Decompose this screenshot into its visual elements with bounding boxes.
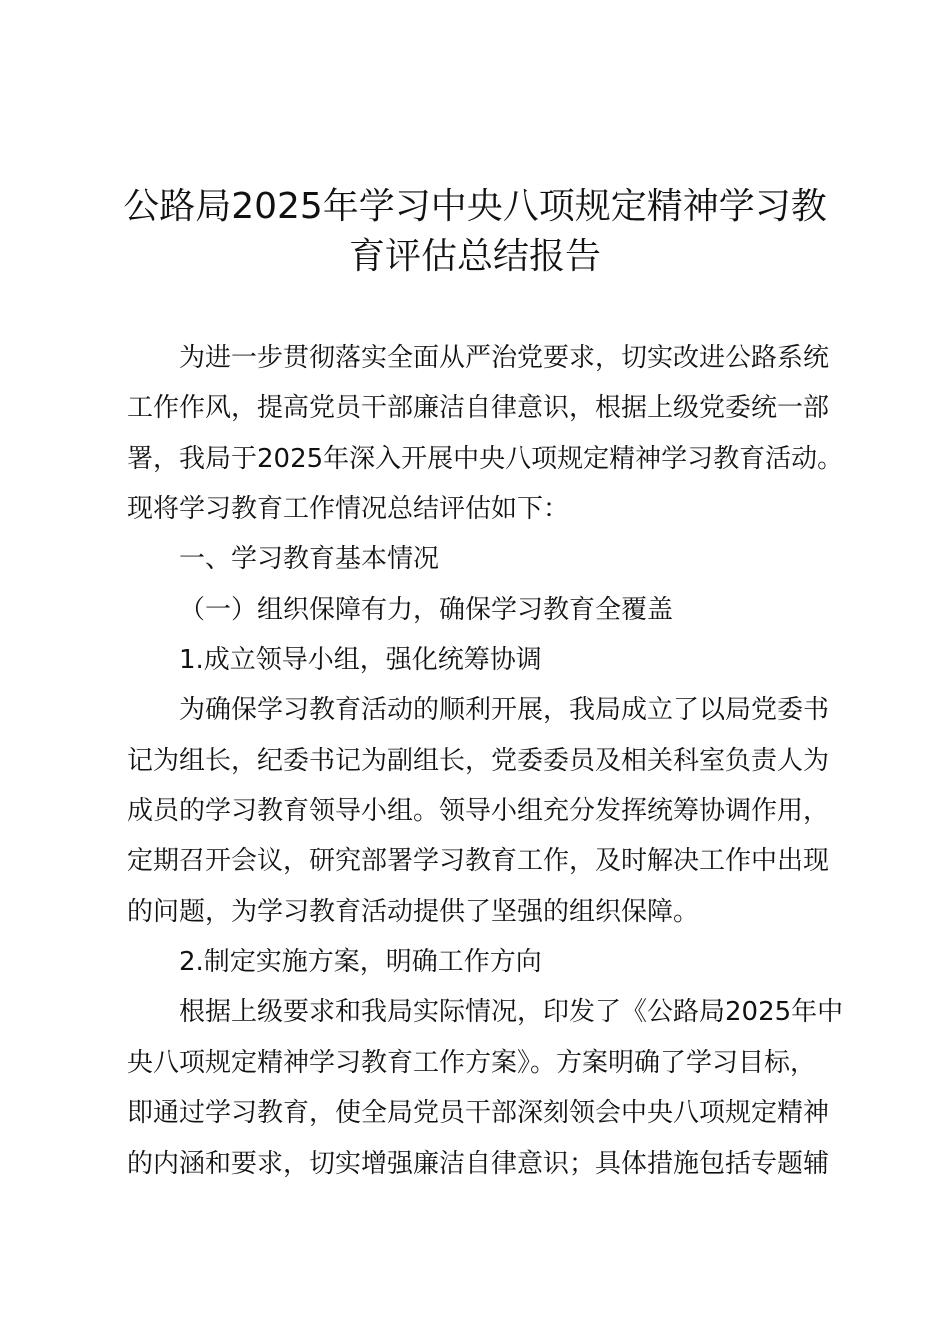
paragraph-2-line-4: 的内涵和要求，切实增强廉洁自律意识；具体措施包括专题辅 xyxy=(127,1148,830,1179)
paragraph-intro-line-3: 署，我局于2025年深入开展中央八项规定精神学习教育活动。 xyxy=(127,443,844,474)
subsection-heading-1: （一）组织保障有力，确保学习教育全覆盖 xyxy=(179,594,674,625)
paragraph-intro-line-4: 现将学习教育工作情况总结评估如下： xyxy=(127,494,570,525)
paragraph-1-line-5: 的问题，为学习教育活动提供了坚强的组织保障。 xyxy=(127,896,700,927)
section-heading-1: 一、学习教育基本情况 xyxy=(179,544,440,575)
title-line-1: 公路局2025年学习中央八项规定精神学习教 xyxy=(123,186,827,227)
paragraph-2-line-3: 即通过学习教育，使全局党员干部深刻领会中央八项规定精神 xyxy=(127,1098,830,1129)
item-heading-1: 1.成立领导小组，强化统筹协调 xyxy=(179,645,542,676)
paragraph-intro-line-2: 工作作风，提高党员干部廉洁自律意识，根据上级党委统一部 xyxy=(127,393,830,424)
paragraph-1-line-4: 定期召开会议，研究部署学习教育工作，及时解决工作中出现 xyxy=(127,846,830,877)
paragraph-intro-line-1: 为进一步贯彻落实全面从严治党要求，切实改进公路系统 xyxy=(179,343,830,373)
document-title xyxy=(100,182,850,282)
paragraph-1-line-1: 为确保学习教育活动的顺利开展，我局成立了以局党委书 xyxy=(179,695,830,726)
paragraph-1-line-3: 成员的学习教育领导小组。领导小组充分发挥统筹协调作用， xyxy=(127,796,830,827)
title-line-2: 育评估总结报告 xyxy=(348,236,601,277)
paragraph-1-line-2: 记为组长，纪委书记为副组长，党委委员及相关科室负责人为 xyxy=(127,745,830,776)
item-heading-2: 2.制定实施方案，明确工作方向 xyxy=(179,947,542,978)
paragraph-2-line-2: 央八项规定精神学习教育工作方案》。方案明确了学习目标， xyxy=(127,1047,817,1078)
document-body xyxy=(127,333,844,1189)
paragraph-2-line-1: 根据上级要求和我局实际情况，印发了《公路局2025年中 xyxy=(179,997,844,1028)
